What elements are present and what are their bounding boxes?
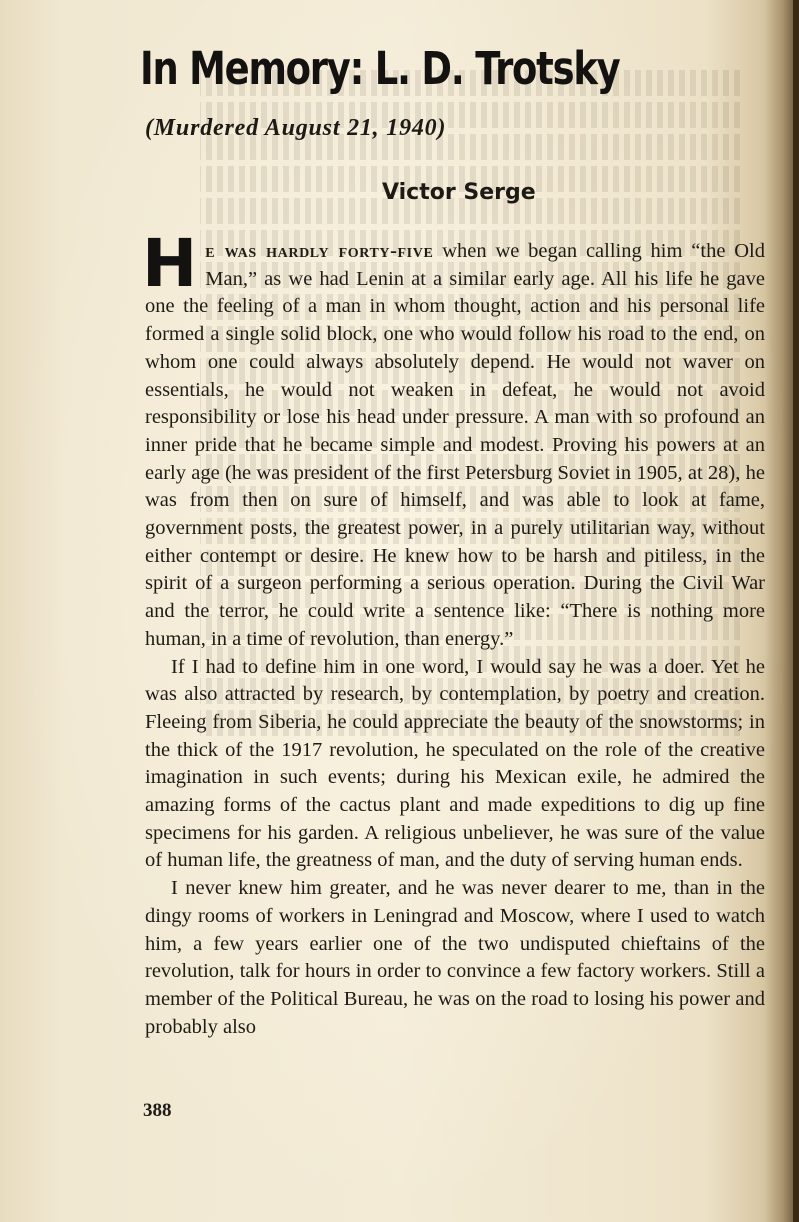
article-title: In Memory: L. D. Trotsky [140,42,620,95]
binding-edge [793,0,799,1222]
article-author: Victor Serge [382,180,536,205]
drop-cap: H [142,225,198,302]
page-number: 388 [143,1100,172,1121]
paragraph-2: If I had to define him in one word, I would say he was a doer. Yet he was also attracted by research, by contemplation, by poetry and creation. Fleeing from Siberia, he could appreciate the beauty of the snowstorms; in the thick of the 1917 revolution, he speculated on the role of the creative imagination in such events; during his Mexican exile, he admired the amazing forms of the cactus plant and made expeditions to dig up fine specimens for his garden. A religious unbeliever, he was sure of the value of human life, the greatness of man, and the duty of serving human ends. [145,655,765,872]
paragraph-3: I never knew him greater, and he was never dearer to me, than in the dingy rooms of workers in Leningrad and Moscow, where I used to watch him, a few years earlier one of the two undisputed chieftains of the revolution, talk for hours in order to convince a few factory workers. Still a member of the Political Bureau, he was on the road to losing his power and probably also [145,877,765,1038]
article-body [142,225,765,1041]
lead-in-smallcaps: e was hardly forty-five [205,240,434,262]
paragraph-1 [142,225,765,654]
paragraph-1-text: when we began calling him “the Old Man,” as we had Lenin at a similar early age. All his life he gave one the feeling of a man in whom thought, action and his personal life formed a single solid block, one who would follow his road to the end, on whom one could always absolutely depend. He would not waver on essentials, he would not weaken in defeat, he would not avoid responsibility or lose his head under pressure. A man with so profound an inner pride that he became simple and modest. Proving his powers at an early age (he was president of the first Petersburg Soviet in 1905, at 28), he was from then on sure of himself, and was able to look at fame, government posts, the greatest power, in a purely utilitarian way, without either contempt or desire. He knew how to be harsh and pitiless, in the spirit of a surgeon performing a serious operation. During the Civil War and the terror, he could write a sentence like: “There is nothing more human, in a time of revolution, than energy.” [145,240,765,650]
article-subtitle: (Murdered August 21, 1940) [145,115,447,141]
